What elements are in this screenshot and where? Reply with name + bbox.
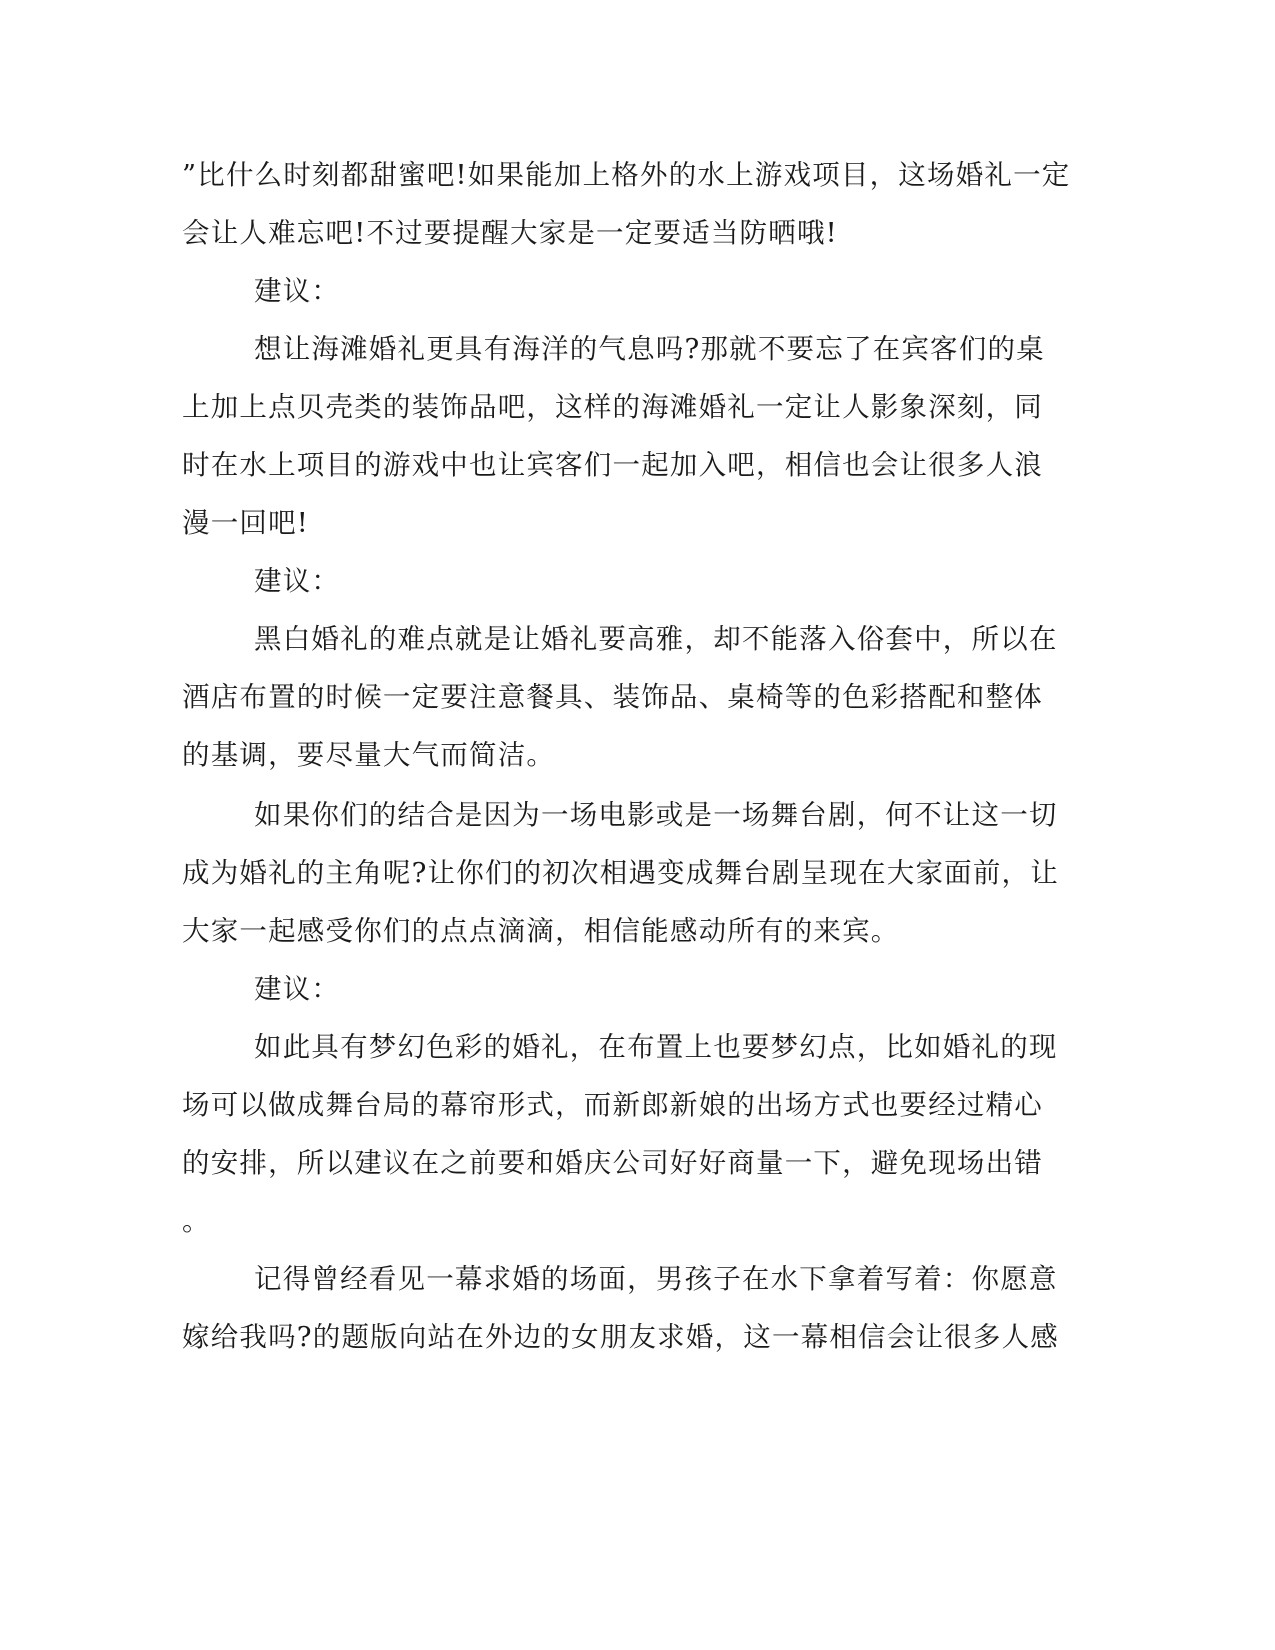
text-line-14: 大家一起感受你们的点点滴滴，相信能感动所有的来宾。 — [182, 915, 900, 947]
text-line-17: 场可以做成舞台局的幕帘形式，而新郎新娘的出场方式也要经过精心 — [182, 1089, 1043, 1121]
text-line-5: 上加上点贝壳类的装饰品吧，这样的海滩婚礼一定让人影象深刻，同 — [182, 391, 1043, 423]
text-line-7: 漫一回吧! — [182, 507, 310, 539]
text-line-16: 如此具有梦幻色彩的婚礼，在布置上也要梦幻点，比如婚礼的现 — [254, 1031, 1058, 1063]
section-heading-suggestion-2: 建议： — [254, 565, 341, 597]
text-line-1: ”比什么时刻都甜蜜吧!如果能加上格外的水上游戏项目，这场婚礼一定 — [182, 159, 1071, 191]
text-line-12: 如果你们的结合是因为一场电影或是一场舞台剧，何不让这一切 — [254, 799, 1058, 831]
text-line-9: 黑白婚礼的难点就是让婚礼要高雅，却不能落入俗套中，所以在 — [254, 623, 1058, 655]
text-line-11: 的基调，要尽量大气而简洁。 — [182, 739, 556, 771]
text-line-13: 成为婚礼的主角呢?让你们的初次相遇变成舞台剧呈现在大家面前，让 — [182, 857, 1059, 889]
text-line-6: 时在水上项目的游戏中也让宾客们一起加入吧，相信也会让很多人浪 — [182, 449, 1043, 481]
text-line-21: 嫁给我吗?的题版向站在外边的女朋友求婚，这一幕相信会让很多人感 — [182, 1321, 1059, 1353]
text-line-2: 会让人难忘吧!不过要提醒大家是一定要适当防晒哦! — [182, 217, 838, 249]
text-line-19: 。 — [182, 1205, 211, 1237]
text-line-4: 想让海滩婚礼更具有海洋的气息吗?那就不要忘了在宾客们的桌 — [254, 333, 1045, 365]
section-heading-suggestion-3: 建议： — [254, 973, 341, 1005]
text-line-20: 记得曾经看见一幕求婚的场面，男孩子在水下拿着写着：你愿意 — [254, 1263, 1058, 1295]
text-line-10: 酒店布置的时候一定要注意餐具、装饰品、桌椅等的色彩搭配和整体 — [182, 681, 1043, 713]
text-line-18: 的安排，所以建议在之前要和婚庆公司好好商量一下，避免现场出错 — [182, 1147, 1043, 1179]
section-heading-suggestion-1: 建议： — [254, 275, 341, 307]
